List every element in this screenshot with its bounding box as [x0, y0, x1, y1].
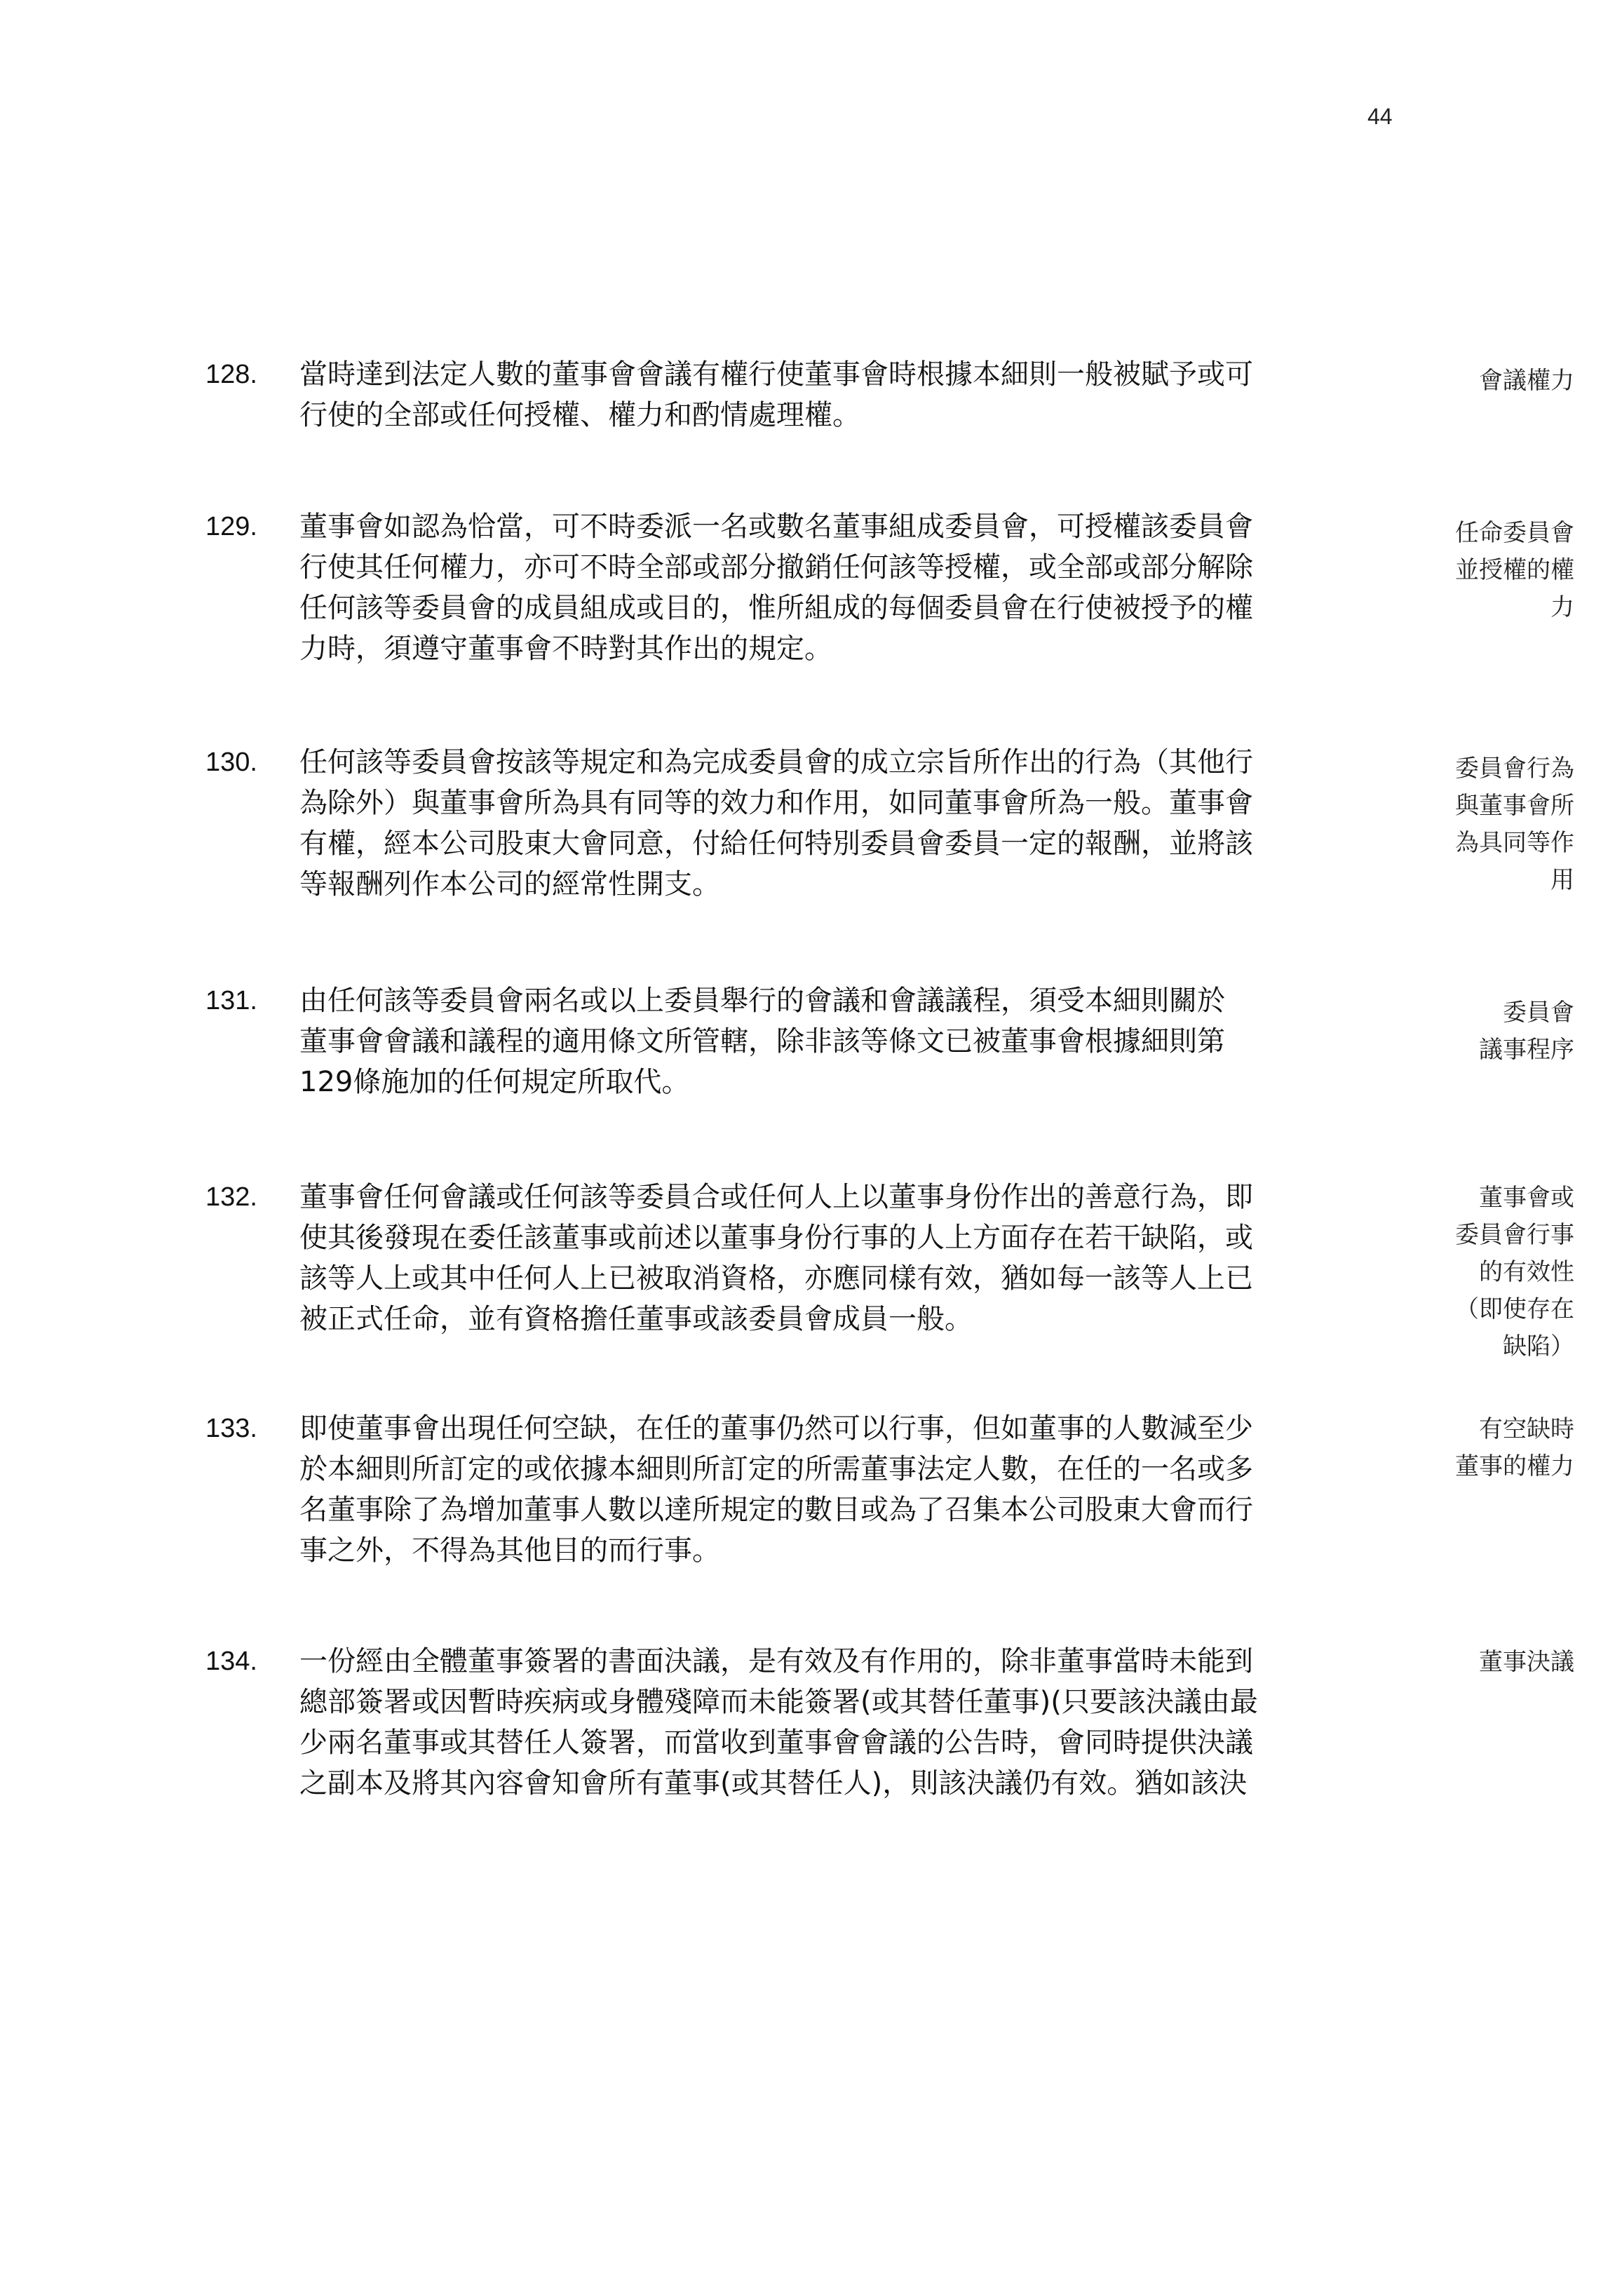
article-line: 少兩名董事或其替任人簽署，而當收到董事會會議的公告時，會同時提供決議 [299, 1727, 1253, 1759]
margin-heading-line: 任命委員會 [1455, 519, 1574, 547]
margin-heading-line: 並授權的權 [1455, 556, 1574, 584]
article-line: 被正式任命，並有資格擔任董事或該委員會成員一般。 [299, 1303, 973, 1335]
article-line: 為除外）與董事會所為具有同等的效力和作用，如同董事會所為一般。董事會 [299, 787, 1253, 819]
page-number: 44 [1367, 104, 1393, 129]
article-number: 132. [205, 1182, 257, 1212]
margin-heading [1406, 994, 1574, 1069]
article-text [299, 1641, 1372, 1804]
article-text [299, 1177, 1372, 1339]
article-number: 133. [205, 1414, 257, 1443]
article-line: 由任何該等委員會兩名或以上委員舉行的會議和會議議程，須受本細則關於 [299, 985, 1225, 1017]
article-number: 129. [205, 512, 257, 541]
article-line: 使其後發現在委任該董事或前述以董事身份行事的人上方面存在若干缺陷，或 [299, 1222, 1253, 1254]
article-line: 任何該等委員會的成員組成或目的，惟所組成的每個委員會在行使被授予的權 [299, 592, 1253, 624]
margin-heading-line: 委員會行事 [1455, 1221, 1574, 1249]
article-line: 行使其任何權力，亦可不時全部或部分撤銷任何該等授權，或全部或部分解除 [299, 551, 1253, 583]
margin-heading [1406, 363, 1574, 400]
article-line: 一份經由全體董事簽署的書面決議，是有效及有作用的，除非董事當時未能到 [299, 1645, 1253, 1677]
article-line: 於本細則所訂定的或依據本細則所訂定的所需董事法定人數，在任的一名或多 [299, 1453, 1253, 1485]
article-line: 董事會任何會議或任何該等委員合或任何人上以董事身份作出的善意行為，即 [299, 1181, 1253, 1213]
margin-heading [1406, 1644, 1574, 1681]
article-line: 董事會如認為恰當，可不時委派一名或數名董事組成委員會，可授權該委員會 [299, 511, 1253, 543]
margin-heading-line: 議事程序 [1479, 1036, 1574, 1064]
margin-heading-line: 董事會或 [1479, 1184, 1574, 1212]
margin-heading-line: 委員會 [1503, 999, 1574, 1027]
article-text [299, 742, 1372, 905]
margin-heading-line: （即使存在 [1455, 1295, 1574, 1323]
margin-heading-line: 會議權力 [1479, 367, 1574, 395]
margin-heading [1406, 1411, 1574, 1485]
margin-heading [1406, 750, 1574, 899]
article-text [299, 980, 1372, 1102]
article-line: 行使的全部或任何授權、權力和酌情處理權。 [299, 399, 860, 431]
article-line: 該等人上或其中任何人上已被取消資格，亦應同樣有效，猶如每一該等人上已 [299, 1262, 1253, 1295]
article-text [299, 506, 1372, 669]
article-line: 之副本及將其內容會知會所有董事(或其替任人)，則該決議仍有效。猶如該決 [299, 1767, 1248, 1799]
article-line: 名董事除了為增加董事人數以達所規定的數目或為了召集本公司股東大會而行 [299, 1494, 1253, 1526]
article-number: 130. [205, 748, 257, 777]
margin-heading [1406, 515, 1574, 626]
margin-heading-line: 為具同等作 [1455, 829, 1574, 857]
article-line: 董事會會議和議程的適用條文所管轄，除非該等條文已被董事會根據細則第 [299, 1025, 1225, 1058]
article-line: 事之外，不得為其他目的而行事。 [299, 1534, 720, 1567]
article-line: 等報酬列作本公司的經常性開支。 [299, 868, 720, 900]
margin-heading-line: 的有效性 [1479, 1258, 1574, 1286]
article-line: 任何該等委員會按該等規定和為完成委員會的成立宗旨所作出的行為（其他行 [299, 746, 1253, 778]
article-line: 即使董事會出現任何空缺，在任的董事仍然可以行事，但如董事的人數減至少 [299, 1412, 1253, 1445]
margin-heading-line: 董事的權力 [1455, 1452, 1574, 1480]
margin-heading-line: 用 [1550, 866, 1574, 894]
article-line: 129條施加的任何規定所取代。 [299, 1066, 690, 1098]
article-line: 當時達到法定人數的董事會會議有權行使董事會時根據本細則一般被賦予或可 [299, 358, 1253, 391]
article-number: 128. [205, 360, 257, 389]
margin-heading-line: 與董事會所 [1455, 792, 1574, 820]
article-text [299, 1408, 1372, 1571]
margin-heading [1406, 1180, 1574, 1365]
article-line: 力時，須遵守董事會不時對其作出的規定。 [299, 633, 832, 665]
article-number: 131. [205, 986, 257, 1015]
margin-heading-line: 委員會行為 [1455, 755, 1574, 783]
margin-heading-line: 有空缺時 [1479, 1415, 1574, 1443]
article-line: 有權，經本公司股東大會同意，付給任何特別委員會委員一定的報酬，並將該 [299, 828, 1253, 860]
article-line: 總部簽署或因暫時疾病或身體殘障而未能簽署(或其替任董事)(只要該決議由最 [299, 1686, 1258, 1718]
margin-heading-line: 董事決議 [1479, 1648, 1574, 1676]
article-text [299, 354, 1372, 435]
article-number: 134. [205, 1647, 257, 1676]
margin-heading-line: 缺陷） [1503, 1332, 1574, 1360]
margin-heading-line: 力 [1550, 593, 1574, 621]
